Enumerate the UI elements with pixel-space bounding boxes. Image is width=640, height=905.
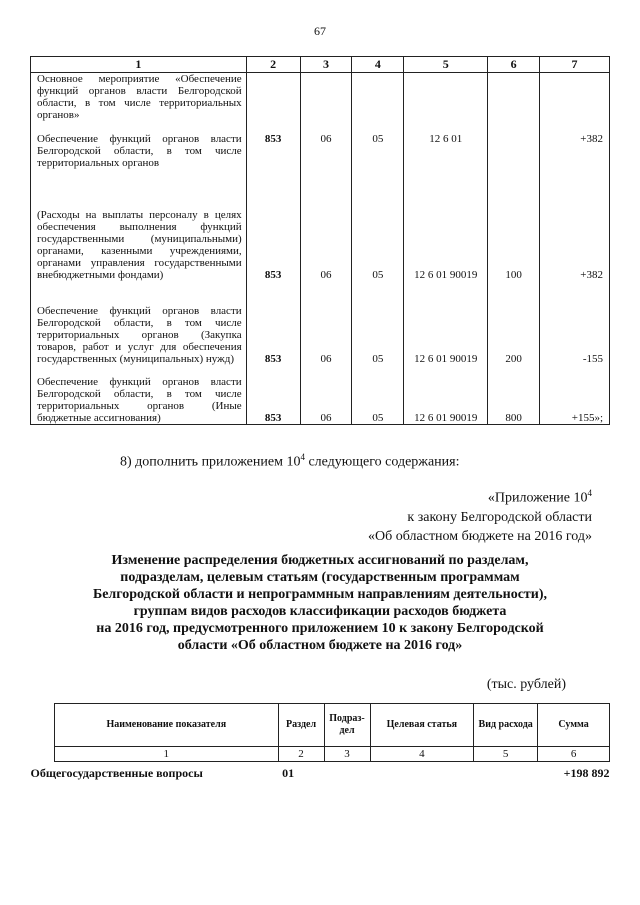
budget-table-continued — [30, 56, 610, 425]
col-header-7: 7 — [540, 57, 610, 73]
row-section: 01 — [282, 766, 295, 780]
row-description: (Расходы на выплаты персоналу в целях обеспечения выполнения функций государственными (муниципальными) органами, казенными учреждениями, органами управления государственными внебюджетными фондами) — [31, 169, 247, 281]
row-description: Основное мероприятие «Обеспечение функций органов власти Белгородской области, в том числе территориальных органов» — [31, 73, 247, 133]
admin-code: 853 — [246, 133, 300, 169]
col-header-6: 6 — [488, 57, 540, 73]
table-row — [31, 281, 610, 365]
expense-type — [488, 133, 540, 169]
col-header-type: Вид расхода — [474, 704, 538, 747]
col-header-1: 1 — [31, 57, 247, 73]
amount: +382 — [540, 169, 610, 281]
col-header-section: Раздел — [278, 704, 324, 747]
appendix-heading — [368, 484, 592, 546]
row-description: Обеспечение функций органов власти Белгородской области, в том числе территориальных органов (Иные бюджетные ассигнования) — [31, 365, 247, 425]
section-code: 06 — [300, 133, 352, 169]
expense-type: 800 — [488, 365, 540, 425]
col-header-4: 4 — [352, 57, 404, 73]
table-row — [55, 762, 610, 783]
table-row — [31, 169, 610, 281]
table-row — [31, 133, 610, 169]
col-header-subsection: Подраз-дел — [324, 704, 370, 747]
units-label: (тыс. рублей) — [486, 677, 566, 692]
page-number: 67 — [314, 24, 326, 38]
row-subsection — [324, 762, 370, 783]
table1-header-row — [31, 57, 610, 73]
target-code: 12 6 01 — [404, 133, 488, 169]
col-header-5: 5 — [404, 57, 488, 73]
table-row — [31, 365, 610, 425]
table-row — [31, 73, 610, 133]
row-description: Обеспечение функций органов власти Белгородской области, в том числе территориальных органов (Закупка товаров, работ и услуг для обеспечения государственных (муниципальных) нужд) — [31, 281, 247, 365]
subsection-code: 05 — [352, 281, 404, 365]
col-header-amount: Сумма — [538, 704, 610, 747]
subsection-code — [352, 73, 404, 133]
col-header-2: 2 — [246, 57, 300, 73]
row-name: Общегосударственные вопросы — [30, 766, 203, 780]
row-description: Обеспечение функций органов власти Белгородской области, в том числе территориальных органов — [31, 133, 247, 169]
section-code: 06 — [300, 169, 352, 281]
document-title: Изменение распределения бюджетных ассигнований по разделам, подразделам, целевым статьям (государственным программам Белгородской области и непрограммным направлениям деятельности), группам видов расходов классификации расходов бюджета на 2016 год, предусмотренного приложением 10 к закону Белгородской области «Об областном бюджете на 2016 год» — [92, 553, 548, 653]
col-header-target: Целевая статья — [370, 704, 474, 747]
expense-type: 200 — [488, 281, 540, 365]
target-code: 12 6 01 90019 — [404, 281, 488, 365]
target-code — [404, 73, 488, 133]
section-code: 06 — [300, 281, 352, 365]
admin-code: 853 — [246, 365, 300, 425]
amendment-paragraph: 8) дополнить приложением $10^4$ следующего содержания: — [120, 452, 460, 470]
budget-distribution-table — [30, 703, 610, 782]
row-target — [370, 762, 474, 783]
subsection-code: 05 — [352, 133, 404, 169]
admin-code: 853 — [246, 281, 300, 365]
section-code — [300, 73, 352, 133]
table2-number-row: 1 2 3 4 5 6 — [55, 747, 610, 762]
subsection-code: 05 — [352, 365, 404, 425]
admin-code: 853 — [246, 169, 300, 281]
row-type — [474, 762, 538, 783]
subsection-code: 05 — [352, 169, 404, 281]
appendix-line-2: к закону Белгородской области — [407, 509, 592, 525]
expense-type: 100 — [488, 169, 540, 281]
amount: +155»; — [540, 365, 610, 425]
target-code: 12 6 01 90019 — [404, 169, 488, 281]
appendix-line-1: «Приложение $10^4$ — [487, 488, 592, 506]
row-amount: +198 892 — [563, 766, 610, 780]
expense-type — [488, 73, 540, 133]
amount — [540, 73, 610, 133]
col-header-3: 3 — [300, 57, 352, 73]
table2-header-row — [55, 704, 610, 747]
col-header-name: Наименование показателя — [55, 704, 279, 747]
section-code: 06 — [300, 365, 352, 425]
target-code: 12 6 01 90019 — [404, 365, 488, 425]
admin-code — [246, 73, 300, 133]
appendix-line-3: «Об областном бюджете на 2016 год» — [368, 528, 592, 544]
amount: -155 — [540, 281, 610, 365]
amount: +382 — [540, 133, 610, 169]
